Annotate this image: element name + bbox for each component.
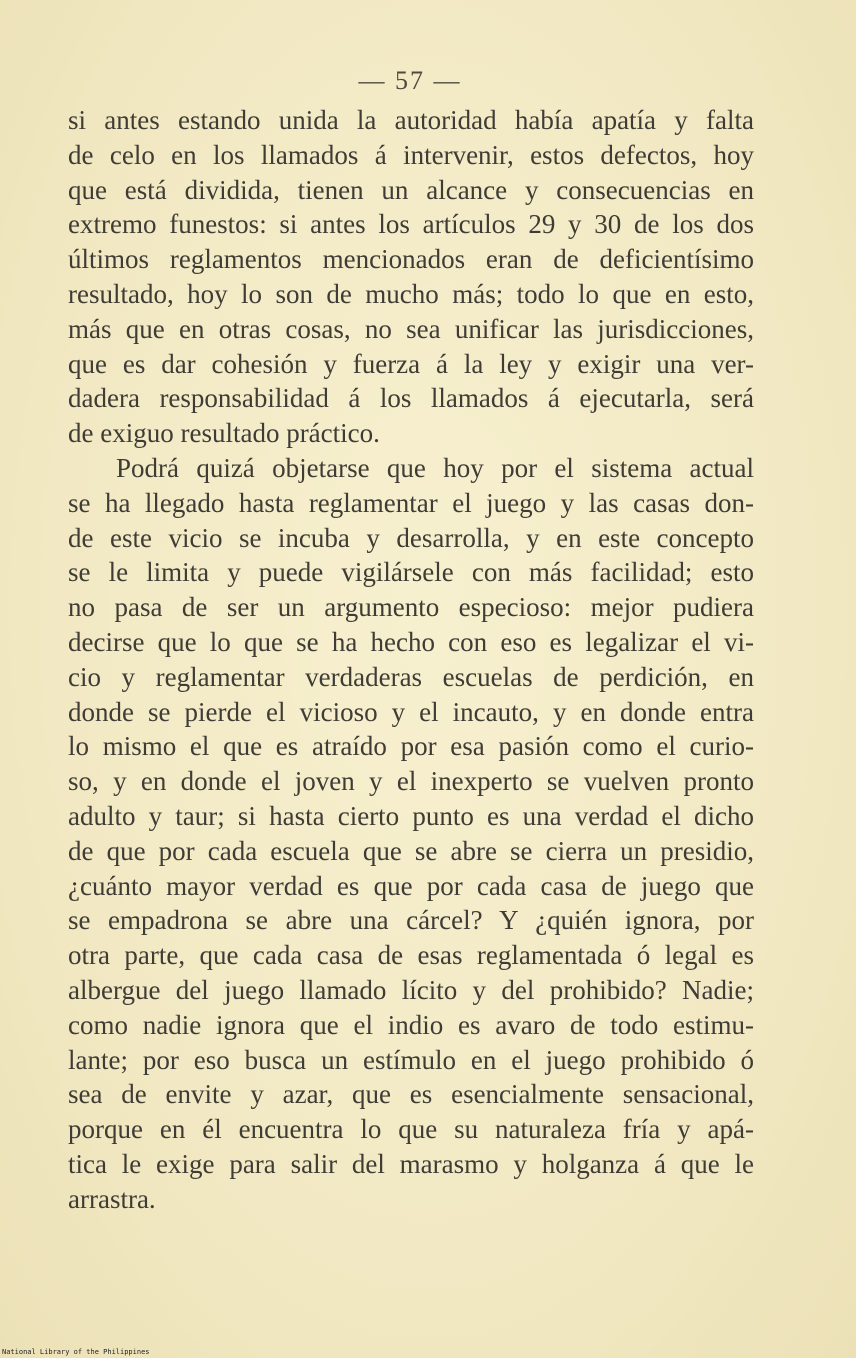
text-line: resultado, hoy lo son de mucho más; todo lo que en esto, [68,278,754,309]
text-line: ¿cuánto mayor verdad es que por cada casa de juego que [68,870,754,901]
text-line: adulto y taur; si hasta cierto punto es una verdad el dicho [68,800,754,831]
text-line: extremo funestos: si antes los artículos 29 y 30 de los dos [68,209,754,240]
text-line: más que en otras cosas, no sea unificar las jurisdicciones, [68,313,754,344]
text-line: de celo en los llamados á intervenir, estos defectos, hoy [68,139,754,170]
text-line: porque en él encuentra lo que su naturaleza fría y apá- [68,1114,754,1145]
text-line: otra parte, que cada casa de esas reglamentada ó legal es [68,940,754,971]
text-line: se ha llegado hasta reglamentar el juego y las casas don- [68,487,754,518]
body-text [68,103,754,1217]
text-line: como nadie ignora que el indio es avaro de todo estimu- [68,1009,754,1040]
text-line: albergue del juego llamado lícito y del prohibido? Nadie; [68,974,754,1005]
text-line: lante; por eso busca un estímulo en el juego prohibido ó [68,1044,754,1075]
text-line: lo mismo el que es atraído por esa pasión como el curio- [68,731,754,762]
text-line: dadera responsabilidad á los llamados á ejecutarla, será [68,383,754,414]
text-line: donde se pierde el vicioso y el incauto, y en donde entra [68,696,754,727]
text-line: tica le exige para salir del marasmo y holganza á que le [68,1148,754,1179]
text-line: se empadrona se abre una cárcel? Y ¿quién ignora, por [68,905,754,936]
text-line: si antes estando unida la autoridad había apatía y falta [68,105,754,135]
text-line: decirse que lo que se ha hecho con eso es legalizar el vi- [68,626,754,657]
text-line: de exiguo resultado práctico. [68,418,380,449]
library-footer: National Library of the Philippines [2,1348,150,1356]
text-line: sea de envite y azar, que es esencialmente sensacional, [68,1079,754,1110]
text-line: últimos reglamentos mencionados eran de deficientísimo [68,244,754,275]
text-line: arrastra. [68,1183,156,1214]
paragraph-start-line: Podrá quizá objetarse que hoy por el sistema actual [116,452,754,483]
text-line: se le limita y puede vigilársele con más facilidad; esto [68,557,754,588]
text-line: que está dividida, tienen un alcance y consecuencias en [68,174,754,205]
text-line: cio y reglamentar verdaderas escuelas de perdición, en [68,661,754,692]
text-line: no pasa de ser un argumento especioso: mejor pudiera [68,592,754,623]
page-number: — 57 — [358,66,462,95]
text-line: so, y en donde el joven y el inexperto se vuelven pronto [68,766,754,797]
text-line: de este vicio se incuba y desarrolla, y en este concepto [68,522,754,553]
text-line: que es dar cohesión y fuerza á la ley y exigir una ver- [68,348,754,379]
text-line: de que por cada escuela que se abre se cierra un presidio, [68,835,754,866]
